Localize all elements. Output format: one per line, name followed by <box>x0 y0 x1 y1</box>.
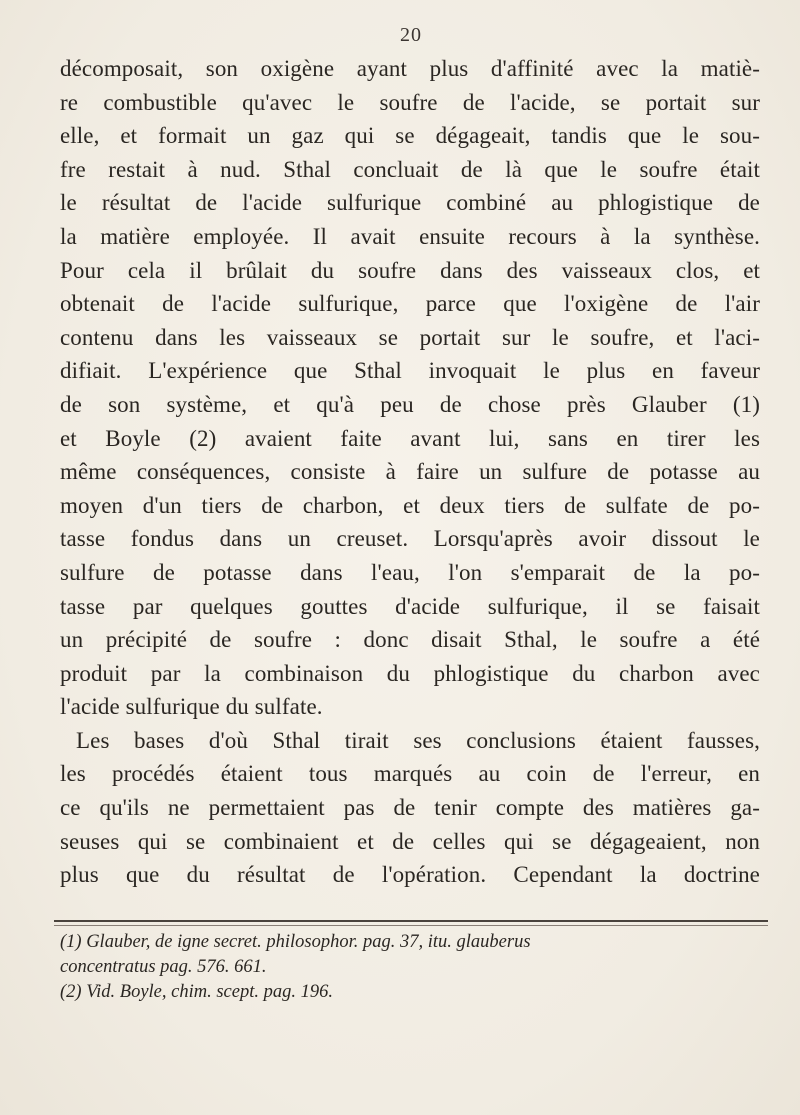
text-line: seuses qui se combinaient et de celles qui se dégageaient, non <box>60 828 760 854</box>
text-line: tasse par quelques gouttes d'acide sulfurique, il se faisait <box>60 593 760 619</box>
text-line: obtenait de l'acide sulfurique, parce que l'oxigène de l'air <box>60 291 760 317</box>
text-line: re combustible qu'avec le soufre de l'acide, se portait sur <box>60 89 760 115</box>
text-line: Pour cela il brûlait du soufre dans des vaisseaux clos, et <box>60 257 760 283</box>
text-line: même conséquences, consiste à faire un sulfure de potasse au <box>60 459 760 485</box>
footnote-line: concentratus pag. 576. 661. <box>60 957 267 977</box>
text-line: elle, et formait un gaz qui se dégageait, tandis que le sou- <box>60 123 760 149</box>
text-line: l'acide sulfurique du sulfate. <box>60 694 323 720</box>
text-line: de son système, et qu'à peu de chose près Glauber (1) <box>60 391 760 417</box>
text-line: fre restait à nud. Sthal concluait de là que le soufre était <box>60 156 760 182</box>
text-line: la matière employée. Il avait ensuite recours à la synthèse. <box>60 223 760 249</box>
footnote-line: (1) Glauber, de igne secret. philosophor. pag. 37, itu. glauberus <box>60 932 531 952</box>
text-line: plus que du résultat de l'opération. Cependant la doctrine <box>60 862 760 888</box>
text-line: Les bases d'où Sthal tirait ses conclusions étaient fausses, <box>76 727 760 753</box>
footnotes <box>60 930 760 1005</box>
text-line: tasse fondus dans un creuset. Lorsqu'après avoir dissout le <box>60 526 760 552</box>
text-line: et Boyle (2) avaient faite avant lui, sans en tirer les <box>60 425 760 451</box>
footnote-divider <box>54 920 768 922</box>
text-line: ce qu'ils ne permettaient pas de tenir compte des matières ga- <box>60 795 760 821</box>
text-line: décomposait, son oxigène ayant plus d'affinité avec la matiè- <box>60 56 760 81</box>
footnote-divider-thin <box>54 925 768 926</box>
text-line: contenu dans les vaisseaux se portait sur le soufre, et l'aci- <box>60 324 760 350</box>
text-line: le résultat de l'acide sulfurique combiné au phlogistique de <box>60 190 760 216</box>
body-text <box>60 52 760 892</box>
text-line: produit par la combinaison du phlogistique du charbon avec <box>60 660 760 686</box>
text-line: moyen d'un tiers de charbon, et deux tiers de sulfate de po- <box>60 492 760 518</box>
text-line: un précipité de soufre : donc disait Sthal, le soufre a été <box>60 627 760 653</box>
footnote-line: (2) Vid. Boyle, chim. scept. pag. 196. <box>60 982 333 1002</box>
text-line: difiait. L'expérience que Sthal invoquait le plus en faveur <box>60 358 760 384</box>
text-line: les procédés étaient tous marqués au coin de l'erreur, en <box>60 761 760 787</box>
text-line: sulfure de potasse dans l'eau, l'on s'emparait de la po- <box>60 559 760 585</box>
page-number: 20 <box>400 24 422 46</box>
